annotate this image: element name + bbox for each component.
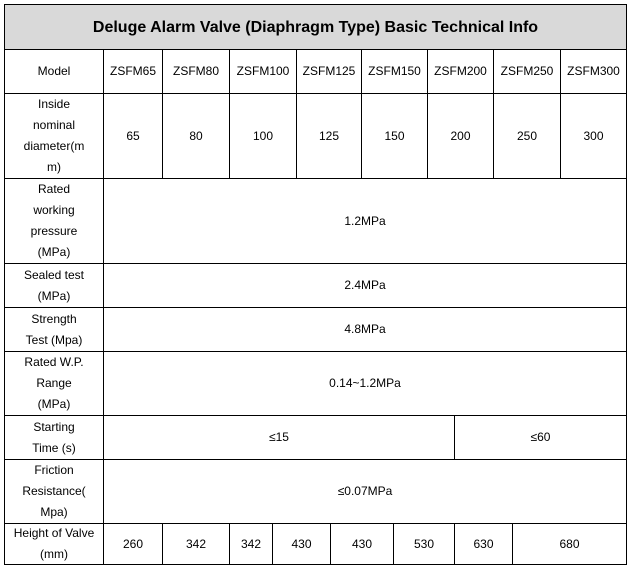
- label-line: Rated W.P.: [24, 355, 84, 369]
- height-cell: 342: [229, 523, 273, 565]
- height-label: [4, 523, 104, 565]
- diameter-cell: 125: [296, 93, 362, 179]
- label-line: Resistance(: [22, 484, 86, 498]
- label-line: Rated: [37, 182, 71, 196]
- rated-pressure-value: 1.2MPa: [103, 178, 627, 264]
- height-cell: 680: [512, 523, 627, 565]
- label-line: Inside: [37, 97, 71, 111]
- strength-test-value: 4.8MPa: [103, 307, 627, 352]
- starting-time-value-b: ≤60: [454, 415, 627, 460]
- table-title: Deluge Alarm Valve (Diaphragm Type) Basic Technical Info: [4, 4, 627, 50]
- friction-label: [4, 459, 104, 524]
- label-line: (mm): [40, 547, 68, 561]
- model-cell: ZSFM100: [229, 49, 297, 94]
- rated-pressure-label: [4, 178, 104, 264]
- height-cell: 430: [330, 523, 394, 565]
- starting-time-label: [4, 415, 104, 460]
- diameter-cell: 80: [162, 93, 230, 179]
- height-cell: 260: [103, 523, 163, 565]
- diameter-cell: 150: [361, 93, 428, 179]
- model-cell: ZSFM300: [560, 49, 627, 94]
- strength-test-label: [4, 307, 104, 352]
- label-line: nominal: [32, 118, 76, 132]
- label-line: Friction: [34, 463, 74, 477]
- height-cell: 430: [272, 523, 331, 565]
- label-line: m): [47, 160, 61, 174]
- diameter-cell: 65: [103, 93, 163, 179]
- label-line: pressure: [30, 224, 78, 238]
- label-line: Sealed test: [23, 267, 85, 282]
- label-line: Starting: [33, 419, 75, 434]
- label-line: Range: [36, 376, 72, 390]
- label-line: Height of Valve: [13, 526, 95, 540]
- model-label: Model: [4, 49, 104, 94]
- diameter-cell: 100: [229, 93, 297, 179]
- label-line: working: [33, 203, 75, 217]
- label-line: Time (s): [32, 440, 76, 455]
- height-cell: 530: [393, 523, 455, 565]
- diameter-cell: 200: [427, 93, 494, 179]
- diameter-label: [4, 93, 104, 179]
- diameter-cell: 250: [493, 93, 561, 179]
- label-line: (MPa): [37, 245, 71, 259]
- model-cell: ZSFM200: [427, 49, 494, 94]
- model-cell: ZSFM80: [162, 49, 230, 94]
- starting-time-value-a: ≤15: [103, 415, 455, 460]
- label-line: diameter(m: [23, 139, 85, 153]
- height-cell: 630: [454, 523, 513, 565]
- label-line: (MPa): [37, 397, 71, 411]
- height-cell: 342: [162, 523, 230, 565]
- sealed-test-value: 2.4MPa: [103, 263, 627, 308]
- friction-value: ≤0.07MPa: [103, 459, 627, 524]
- label-line: Mpa): [40, 505, 68, 519]
- model-cell: ZSFM125: [296, 49, 362, 94]
- label-line: Test (Mpa): [25, 332, 83, 347]
- model-cell: ZSFM250: [493, 49, 561, 94]
- wp-range-label: [4, 351, 104, 416]
- label-line: (MPa): [37, 288, 71, 303]
- model-cell: ZSFM150: [361, 49, 428, 94]
- model-cell: ZSFM65: [103, 49, 163, 94]
- sealed-test-label: [4, 263, 104, 308]
- label-line: Strength: [31, 311, 77, 326]
- wp-range-value: 0.14~1.2MPa: [103, 351, 627, 416]
- diameter-cell: 300: [560, 93, 627, 179]
